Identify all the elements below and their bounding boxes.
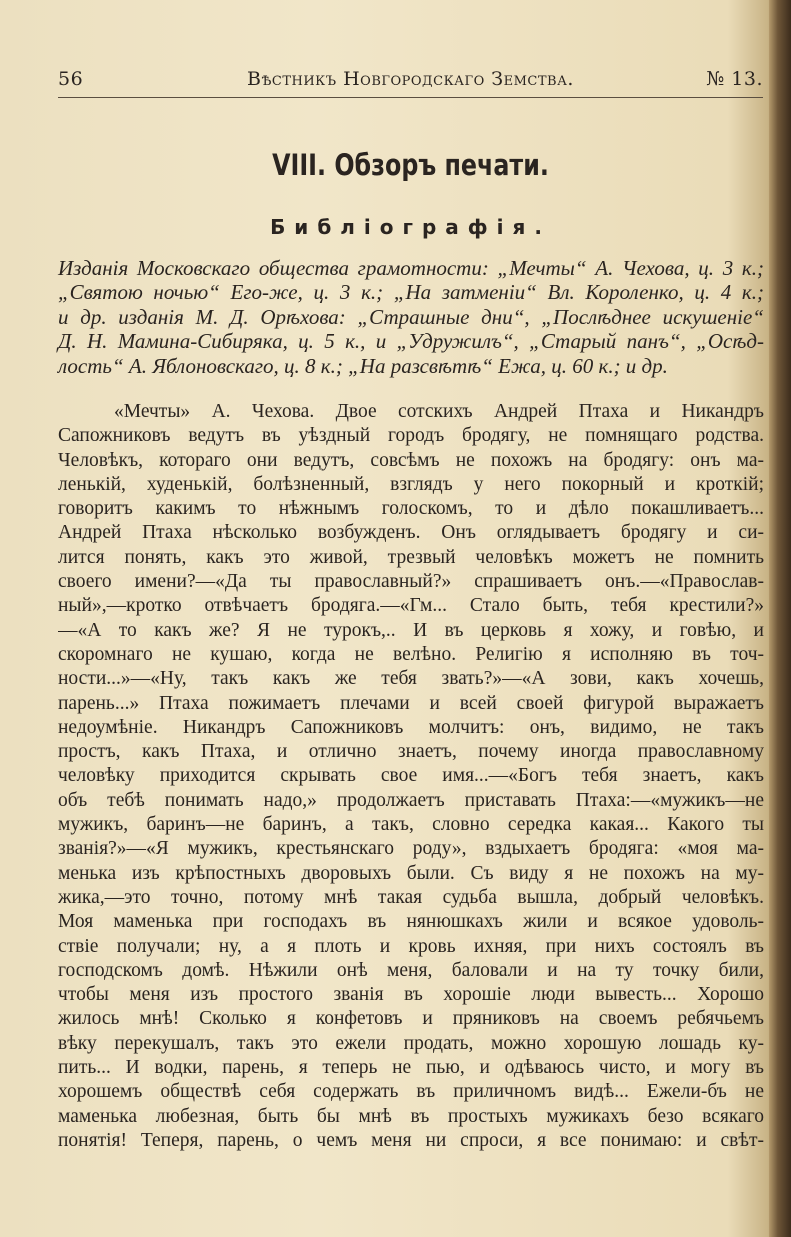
bibliography-line: Д. Н. Мамина-Сибиряка, ц. 5 к., и „Удружилъ“, „Старый панъ“, „Осѣд- — [58, 329, 764, 354]
section-title: VIII. Обзоръ печати. — [272, 148, 549, 182]
text-line: ный»,—кротко отвѣчаетъ бродяга.—«Гм... Стало быть, тебя крестили?» — [58, 595, 764, 617]
bibliography-entry — [58, 256, 764, 378]
text-line: господскомъ домѣ. Нѣжили онѣ меня, баловали и на ту точку били, — [58, 959, 764, 981]
text-line: жилось мнѣ! Сколько я конфетовъ и пряниковъ на своемъ ребячьемъ — [58, 1008, 764, 1030]
text-line: ности...»—«Ну, такъ какъ же тебя звать?»—«А зови, какъ хочешь, — [58, 668, 764, 690]
text-line: мужикъ, баринъ—не баринъ, а такъ, словно середка какая... Какого ты — [58, 814, 764, 836]
text-line: объ тебѣ понимать надо,» продолжаетъ приставать Птаха:—«мужикъ—не — [58, 789, 764, 811]
journal-title: Вѣстникъ Новгородскаго Земства. — [247, 68, 574, 90]
running-header — [58, 68, 763, 96]
text-line: —«А то какъ же? Я не турокъ,.. И въ церковь я хожу, и говѣю, и — [58, 619, 764, 641]
text-line: Моя маменька при господахъ въ нянюшкахъ жили и всякое удоволь- — [58, 911, 764, 933]
text-line: простъ, какъ Птаха, и отлично знаетъ, почему иногда православному — [58, 741, 764, 763]
book-binding-edge — [769, 0, 791, 1237]
bibliography-line: лость“ А. Яблоновскаго, ц. 8 к.; „На разсвѣтѣ“ Ежа, ц. 60 к.; и др. — [58, 353, 668, 378]
text-line: Андрей Птаха нѣсколько возбужденъ. Онъ оглядываетъ бродягу и си- — [58, 522, 764, 544]
section-subtitle: Библіографія. — [270, 215, 551, 239]
text-line: парень...» Птаха пожимаетъ плечами и всей своей фигурой выражаетъ — [58, 692, 764, 714]
page-number: 56 — [58, 68, 84, 90]
text-line: пить... И водки, парень, я теперь не пью, и одѣваюсь чисто, и могу въ — [58, 1057, 764, 1079]
bibliography-line: и др. изданія М. Д. Орѣхова: „Страшные дни“, „Послѣднее искушеніе“ — [58, 304, 764, 329]
text-line: ствіе получали; ну, а я плоть и кровь ихняя, при нихъ состоялъ въ — [58, 935, 764, 957]
text-line: лится понять, какъ это живой, трезвый человѣкъ можетъ не помнить — [58, 546, 764, 568]
text-line: понятія! Теперя, парень, о чемъ меня ни спроси, я все понимаю: и свѣт- — [58, 1129, 764, 1151]
text-line: недоумѣніе. Никандръ Сапожниковъ молчитъ: онъ, видимо, не такъ — [58, 716, 764, 738]
bibliography-line: Изданія Московскаго общества грамотности: „Мечты“ А. Чехова, ц. 3 к.; — [58, 256, 764, 280]
text-line: Сапожниковъ ведутъ въ уѣздный городъ бродягу, не помнящаго родства. — [58, 425, 764, 447]
text-line: скоромнаго не кушаю, когда не велѣно. Религію я исполняю въ точ- — [58, 643, 764, 665]
text-line: маменька любезная, быть бы мнѣ въ простыхъ мужикахъ безо всякаго — [58, 1105, 764, 1127]
text-line: вѣку перекушалъ, такъ это ежели продать, можно хорошую лошадь ку- — [58, 1032, 764, 1054]
text-line: хорошемъ обществѣ себя содержать въ приличномъ видѣ... Ежели-бъ не — [58, 1081, 764, 1103]
text-line: жика,—это точно, потому мнѣ такая судьба вышла, добрый человѣкъ. — [58, 886, 764, 908]
text-line: Человѣкъ, котораго они ведутъ, совсѣмъ не похожъ на бродягу: онъ ма- — [58, 449, 764, 471]
text-line: «Мечты» А. Чехова. Двое сотскихъ Андрей Птаха и Никандръ — [114, 401, 764, 422]
bibliography-line: „Святою ночью“ Его-же, ц. 3 к.; „На затменіи“ Вл. Короленко, ц. 4 к.; — [58, 280, 764, 305]
text-line: своего имени?—«Да ты православный?» спрашиваетъ онъ.—«Православ- — [58, 571, 764, 593]
header-rule — [58, 97, 763, 98]
text-line: чтобы меня изъ простого званія въ хорошіе люди вывесть... Хорошо — [58, 984, 764, 1006]
text-line: говоритъ какимъ то нѣжнымъ голоскомъ, то и дѣло покашливаетъ... — [58, 498, 764, 520]
article-body — [58, 400, 764, 1153]
issue-number: № 13. — [706, 68, 763, 90]
text-line: ленькій, худенькій, болѣзненный, взглядъ у него покорный и кроткій; — [58, 473, 764, 495]
text-line: званія?»—«Я мужикъ, крестьянскаго роду», вздыхаетъ бродяга: «моя ма- — [58, 838, 764, 860]
text-line: человѣку приходится скрывать свое имя...—«Богъ тебя знаетъ, какъ — [58, 765, 764, 787]
text-line: менька изъ крѣпостныхъ дворовыхъ были. Съ виду я не похожъ на му- — [58, 862, 764, 884]
